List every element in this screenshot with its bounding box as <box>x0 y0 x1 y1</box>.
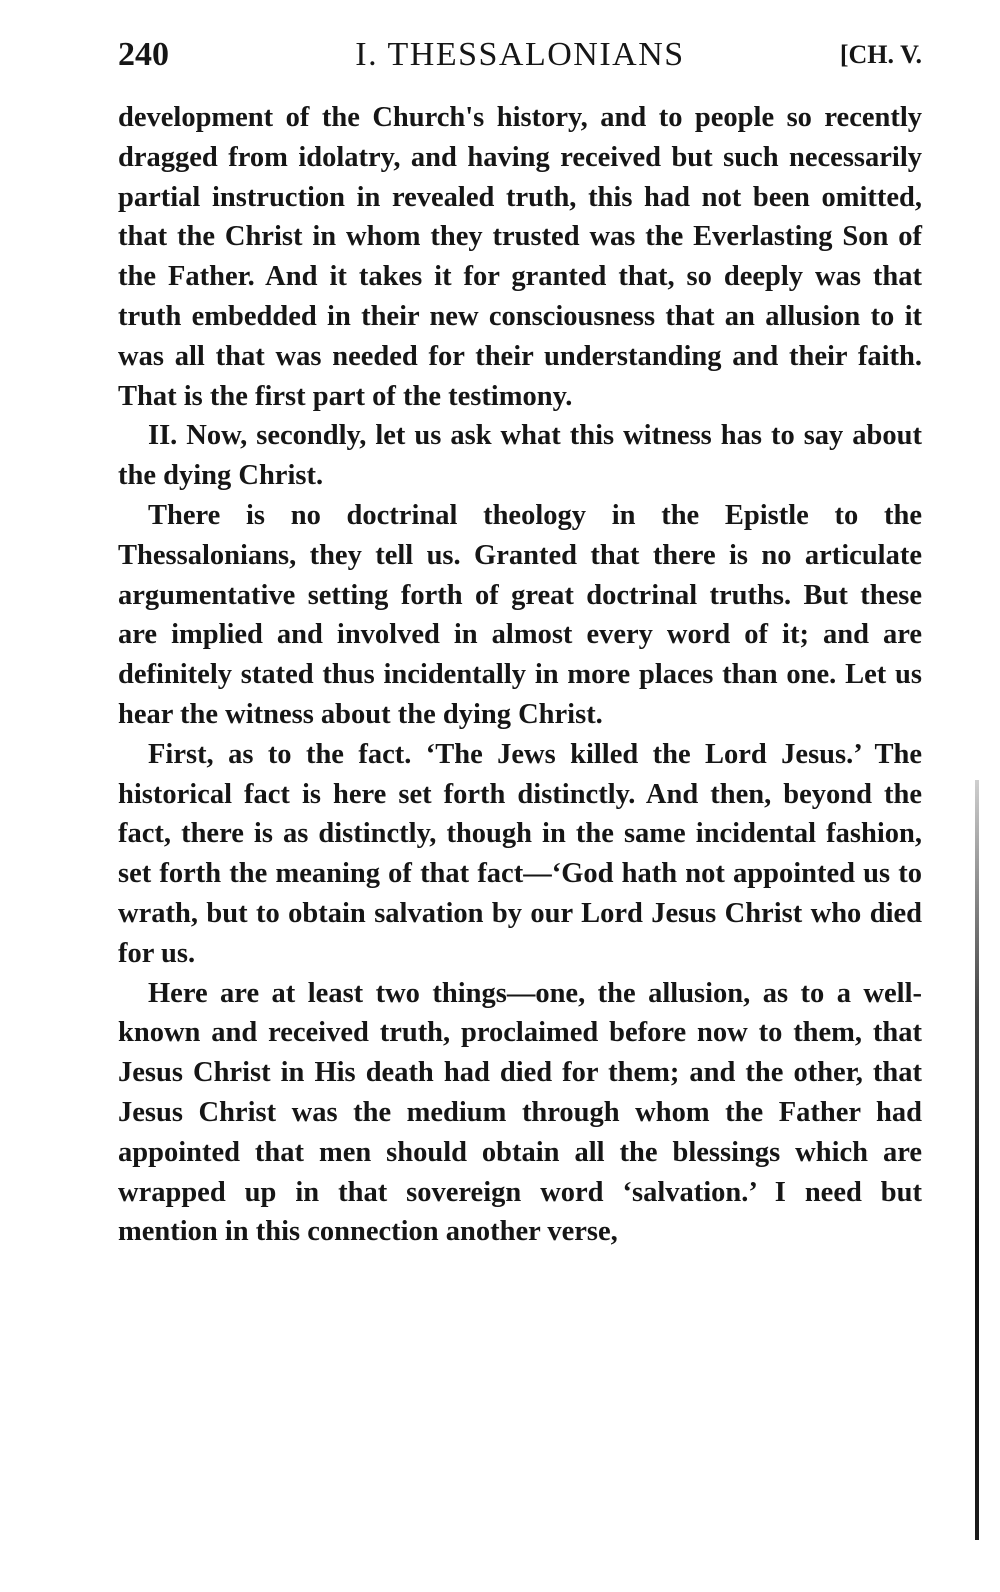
paragraph-doctrinal-theology: There is no doctrinal theology in the Epistle to the Thessalonians, they tell us. Granted that there is no articulate argumentative setting forth of great doctrinal truths. But these are implied and involved in almost every word of it; and are definitely stated thus incidentally in more places than one. Let us hear the witness about the dying Christ. <box>118 499 922 730</box>
running-head <box>118 30 922 80</box>
body-text <box>118 98 922 1252</box>
chapter-reference: [CH. V. <box>839 40 922 69</box>
paragraph-the-fact: First, as to the fact. ‘The Jews killed the Lord Jesus.’ The historical fact is here set forth distinctly. And then, beyond the fact, there is as distinctly, though in the same incidental fashion, set forth the meaning of that fact—‘God hath not appointed us to wrath, but to obtain salvation by our Lord Jesus Christ who died for us. <box>118 738 922 969</box>
scan-edge-line <box>975 780 979 1540</box>
paragraph-continuation: development of the Church's history, and to people so recently dragged from idolatry, and having received but such necessarily partial instruction in revealed truth, this had not been omitted, that the Christ in whom they trusted was the Everlasting Son of the Father. And it takes it for granted that, so deeply was that truth embedded in their new consciousness that an allusion to it was all that was needed for their understanding and their faith. That is the first part of the testimony. <box>118 102 922 412</box>
book-title: I. THESSALONIANS <box>355 36 685 73</box>
page-number: 240 <box>118 36 169 73</box>
paragraph-section-two: II. Now, secondly, let us ask what this witness has to say about the dying Christ. <box>118 420 922 492</box>
paragraph-two-things: Here are at least two things—one, the allusion, as to a well-known and received truth, proclaimed before now to them, that Jesus Christ in His death had died for them; and the other, that Jesus Christ was the medium through whom the Father had appointed that men should obtain all the blessings which are wrapped up in that sovereign word ‘salvation.’ I need but mention in this connection another verse, <box>118 977 922 1248</box>
